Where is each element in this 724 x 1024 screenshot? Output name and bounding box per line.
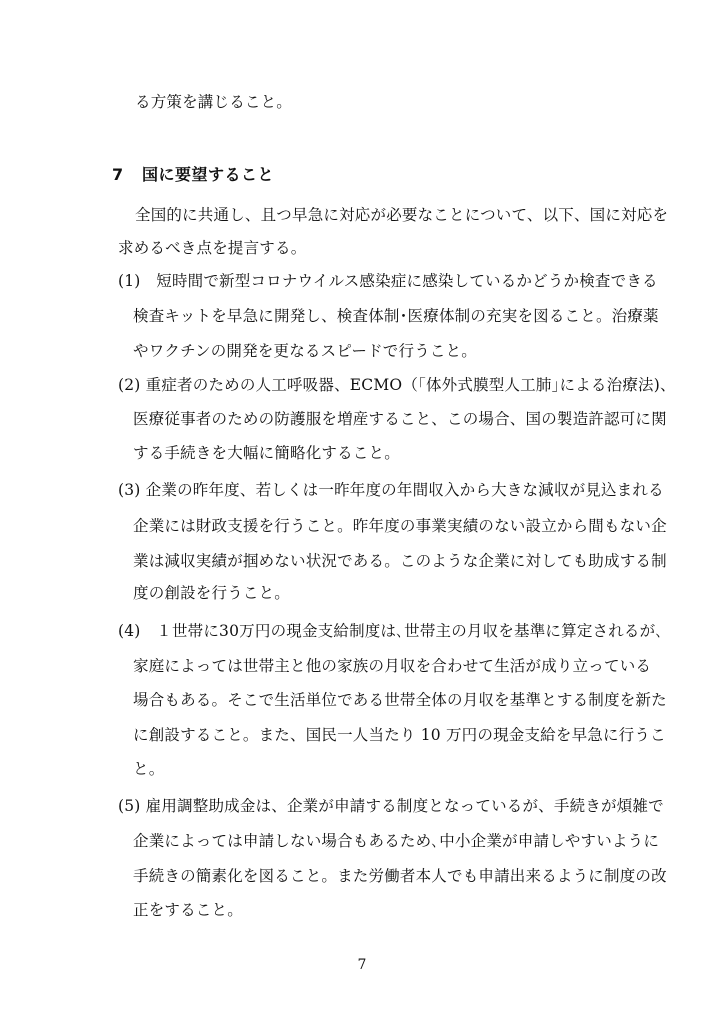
list-item-line: 度の創設を行うこと。 <box>133 584 291 602</box>
list-item-line: と。 <box>133 760 165 778</box>
list-item-line: 場合もある。そこで生活単位である世帯全体の月収を基準とする制度を新た <box>133 691 667 709</box>
list-item-line: (5) 雇用調整助成金は、企業が申請する制度となっているが、手続きが煩雑で <box>118 797 664 815</box>
section-number: 7 <box>112 165 124 184</box>
list-item-line: 企業には財政支援を行うこと。昨年度の事業実績のない設立から間もない企 <box>133 517 667 535</box>
list-item-line: 検査キットを早急に開発し、検査体制･医療体制の充実を図ること。治療薬 <box>133 307 659 325</box>
continuation-line: る方策を講じること。 <box>135 93 293 111</box>
list-item-line: 企業によっては申請しない場合もあるため､中小企業が申請しやすいように <box>133 832 660 850</box>
list-item-line: (1) 短時間で新型コロナウイルス感染症に感染しているかどうか検査できる <box>118 272 658 290</box>
list-item-line: 家庭によっては世帯主と他の家族の月収を合わせて生活が成り立っている <box>133 657 652 675</box>
intro-line: 全国的に共通し、且つ早急に対応が必要なことについて、以下、国に対応を <box>135 206 669 224</box>
list-item-line: やワクチンの開発を更なるスピードで行うこと。 <box>133 342 478 360</box>
list-item-line: に創設すること。また、国民一人当たり 10 万円の現金支給を早急に行うこ <box>133 726 666 744</box>
list-item-line: 業は減収実績が掴めない状況である。このような企業に対しても助成する制 <box>133 552 667 570</box>
list-item-line: 手続きの簡素化を図ること。また労働者本人でも申請出来るように制度の改 <box>133 867 667 885</box>
list-item-line: (4) １世帯に30万円の現金支給制度は､世帯主の月収を基準に算定されるが､ <box>118 622 664 640</box>
section-title: 国に要望すること <box>142 165 275 184</box>
section-heading <box>112 164 274 186</box>
list-item-line: する手続きを大幅に簡略化すること。 <box>133 444 400 462</box>
intro-line: 求めるべき点を提言する。 <box>118 239 307 257</box>
list-item-line: (2) 重症者のための人工呼吸器、ECMO（｢体外式膜型人工肺｣による治療法)、 <box>118 376 676 394</box>
list-item-line: 医療従事者のための防護服を増産すること、この場合、国の製造許認可に関 <box>133 410 667 428</box>
list-item-line: 正をすること。 <box>133 901 243 919</box>
list-item-line: (3) 企業の昨年度、若しくは一昨年度の年間収入から大きな減収が見込まれる <box>118 481 664 499</box>
page-number: 7 <box>357 957 367 973</box>
